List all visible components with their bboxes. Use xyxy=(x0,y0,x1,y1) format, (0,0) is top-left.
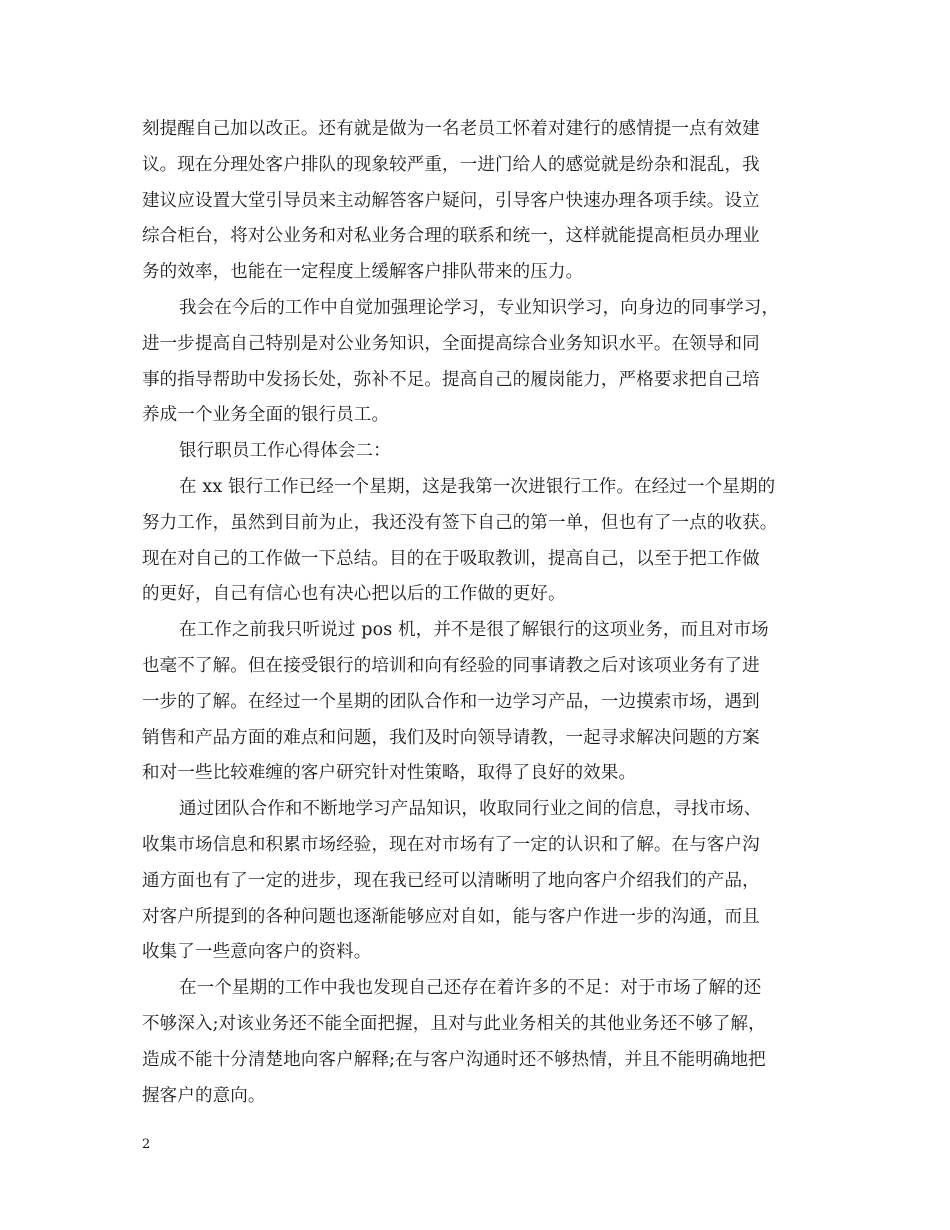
text-line: 握客户的意向。 xyxy=(142,1085,266,1106)
text-line: 建议应设置大堂引导员来主动解答客户疑问，引导客户快速办理各项手续。设立 xyxy=(142,190,760,211)
paragraph-first-line: 通过团队合作和不断地学习产品知识，收取同行业之间的信息，寻找市场、 xyxy=(179,799,762,820)
page-number: 2 xyxy=(142,1137,151,1152)
text-line: 的更好，自己有信心也有决心把以后的工作做的更好。 xyxy=(142,584,566,605)
paragraph-first-line: 在 xx 银行工作已经一个星期，这是我第一次进银行工作。在经过一个星期的 xyxy=(179,476,776,497)
text-line: 现在对自己的工作做一下总结。目的在于吸取教训，提高自己，以至于把工作做 xyxy=(142,548,760,569)
section-heading: 银行职员工作心得体会二： xyxy=(179,441,391,462)
document-body xyxy=(142,112,812,1114)
paragraph-first-line: 在工作之前我只听说过 pos 机，并不是很了解银行的这项业务，而且对市场 xyxy=(179,620,769,641)
text-line: 事的指导帮助中发扬长处，弥补不足。提高自己的履岗能力，严格要求把自己培 xyxy=(142,369,760,390)
text-line: 造成不能十分清楚地向客户解释;在与客户沟通时还不够热情，并且不能明确地把 xyxy=(142,1049,766,1070)
text-line: 养成一个业务全面的银行员工。 xyxy=(142,405,390,426)
text-line: 收集了一些意向客户的资料。 xyxy=(142,942,372,963)
text-line: 进一步提高自己特别是对公业务知识，全面提高综合业务知识水平。在领导和同 xyxy=(142,333,760,354)
text-line: 销售和产品方面的难点和问题，我们及时向领导请教，一起寻求解决问题的方案 xyxy=(142,727,760,748)
text-line: 综合柜台，将对公业务和对私业务合理的联系和统一，这样就能提高柜员办理业 xyxy=(142,226,760,247)
text-line: 议。现在分理处客户排队的现象较严重，一进门给人的感觉就是纷杂和混乱，我 xyxy=(142,154,760,175)
text-line: 收集市场信息和积累市场经验，现在对市场有了一定的认识和了解。在与客户沟 xyxy=(142,834,760,855)
text-line: 也毫不了解。但在接受银行的培训和向有经验的同事请教之后对该项业务有了进 xyxy=(142,655,760,676)
paragraph-first-line: 我会在今后的工作中自觉加强理论学习，专业知识学习，向身边的同事学习， xyxy=(179,297,780,318)
text-line: 努力工作，虽然到目前为止，我还没有签下自己的第一单，但也有了一点的收获。 xyxy=(142,512,778,533)
paragraph-first-line: 在一个星期的工作中我也发现自己还存在着许多的不足：对于市场了解的还 xyxy=(179,978,762,999)
text-line: 不够深入;对该业务还不能全面把握，且对与此业务相关的其他业务还不够了解， xyxy=(142,1013,766,1034)
text-line: 刻提醒自己加以改正。还有就是做为一名老员工怀着对建行的感情提一点有效建 xyxy=(142,119,760,139)
text-line: 对客户所提到的各种问题也逐渐能够应对自如，能与客户作进一步的沟通，而且 xyxy=(142,906,760,927)
text-line: 一步的了解。在经过一个星期的团队合作和一边学习产品，一边摸索市场，遇到 xyxy=(142,691,760,712)
text-line: 和对一些比较难缠的客户研究针对性策略，取得了良好的效果。 xyxy=(142,763,637,784)
text-line: 通方面也有了一定的进步，现在我已经可以清晰明了地向客户介绍我们的产品， xyxy=(142,870,760,891)
text-line: 务的效率，也能在一定程度上缓解客户排队带来的压力。 xyxy=(142,262,584,283)
